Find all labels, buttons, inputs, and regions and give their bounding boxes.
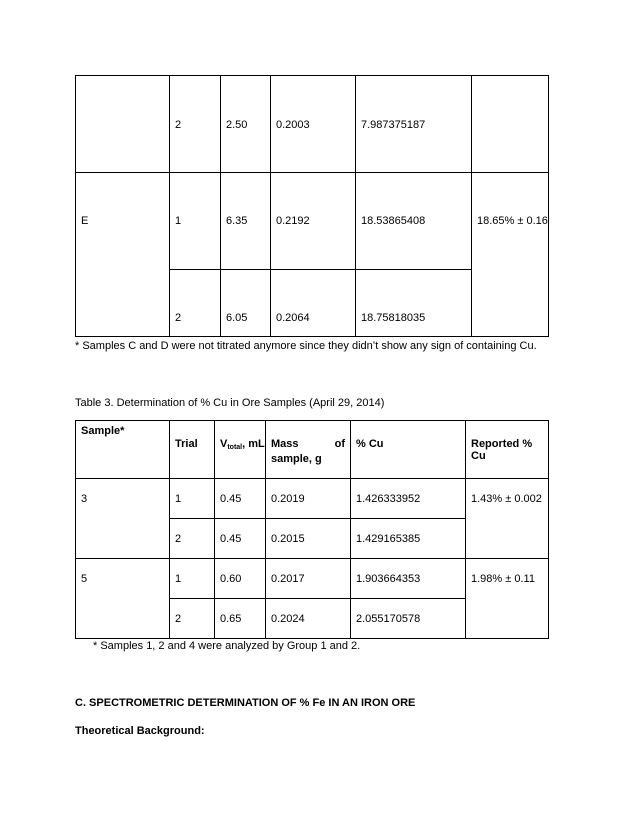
table-row [76,173,549,270]
cu-header: % Cu [351,421,466,479]
volume-cell: 6.05 [221,270,271,337]
table-row [76,76,549,173]
volume-cell: 0.45 [215,519,266,559]
reported-header: Reported % Cu [466,421,549,479]
reported-cell: 1.98% ± 0.11 [466,559,549,639]
trial-cell: 2 [170,519,215,559]
mass-cell: 0.2192 [271,173,356,270]
table-3 [75,420,549,639]
sample-header: Sample* [76,421,170,479]
volume-cell: 2.50 [221,76,271,173]
cu-percent-cell: 1.429165385 [351,519,466,559]
cu-percent-cell: 1.903664353 [351,559,466,599]
results-table-continued [75,75,549,337]
cu-percent-cell: 1.426333952 [351,479,466,519]
mass-cell: 0.2015 [266,519,351,559]
trial-cell: 1 [170,559,215,599]
table-row [76,559,549,599]
reported-cell: 18.65% ± 0.16 [472,173,549,337]
volume-header: $V_{total}$, mL [215,421,266,479]
sample-cell: 5 [76,559,170,639]
cu-percent-cell: 7.987375187 [356,76,472,173]
table-row [76,479,549,519]
section-heading: C. SPECTROMETRIC DETERMINATION OF % Fe IN AN IRON ORE [75,697,416,709]
trial-header: Trial [170,421,215,479]
trial-cell: 1 [170,173,221,270]
cu-percent-cell: 18.75818035 [356,270,472,337]
sample-cell [76,76,170,173]
volume-cell: 6.35 [221,173,271,270]
mass-header: Mass of sample, g [266,421,351,479]
cu-percent-cell: 2.055170578 [351,599,466,639]
mass-cell: 0.2017 [266,559,351,599]
cu-percent-cell: 18.53865408 [356,173,472,270]
footnote-samples-c-d: * Samples C and D were not titrated anymore since they didn’t show any sign of containing Cu. [75,340,537,352]
trial-cell: 2 [170,76,221,173]
table-3-caption: Table 3. Determination of % Cu in Ore Samples (April 29, 2014) [75,397,385,409]
footnote-samples-analyzed: * Samples 1, 2 and 4 were analyzed by Group 1 and 2. [93,640,361,652]
reported-cell [472,76,549,173]
volume-cell: 0.60 [215,559,266,599]
mass-cell: 0.2064 [271,270,356,337]
mass-cell: 0.2019 [266,479,351,519]
sample-cell: 3 [76,479,170,559]
trial-cell: 2 [170,270,221,337]
trial-cell: 2 [170,599,215,639]
mass-cell: 0.2024 [266,599,351,639]
trial-cell: 1 [170,479,215,519]
volume-cell: 0.65 [215,599,266,639]
mass-cell: 0.2003 [271,76,356,173]
volume-cell: 0.45 [215,479,266,519]
header-row [76,421,549,479]
subheading: Theoretical Background: [75,725,205,737]
sample-cell: E [76,173,170,337]
reported-cell: 1.43% ± 0.002 [466,479,549,559]
